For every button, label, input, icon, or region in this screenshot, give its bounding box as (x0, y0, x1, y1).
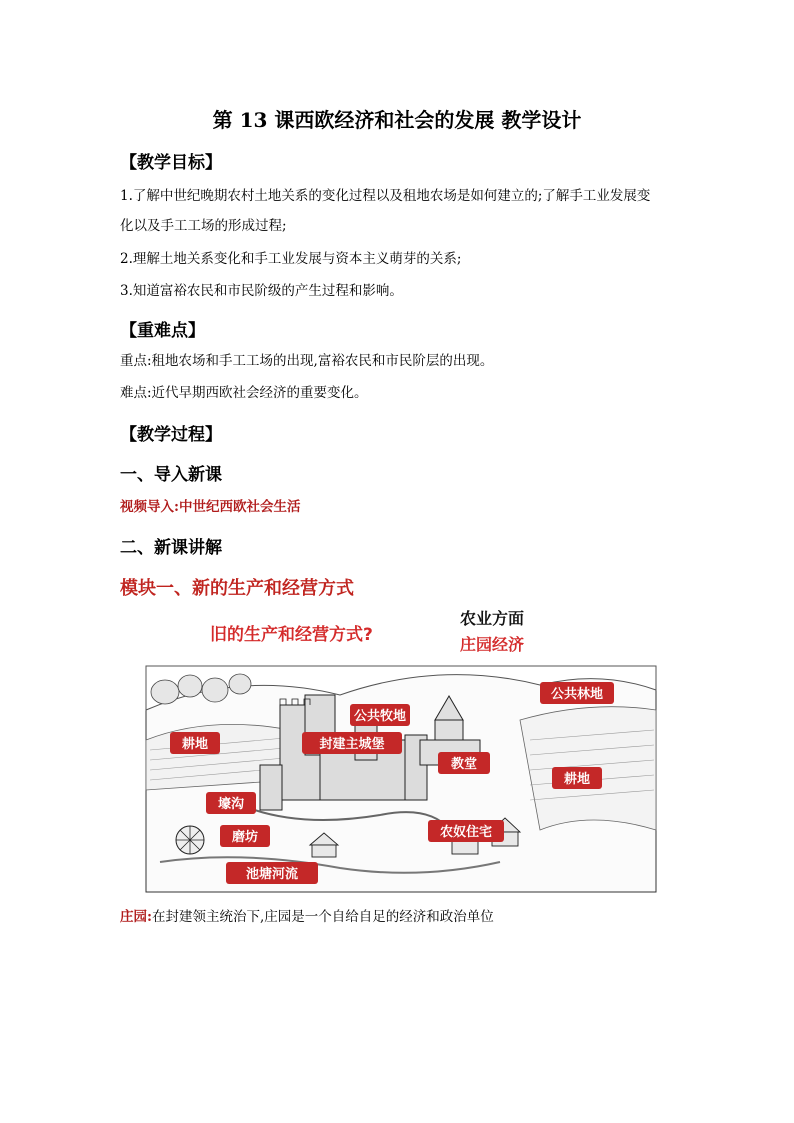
svg-text:壕沟: 壕沟 (217, 797, 245, 812)
label-public-forest (540, 682, 614, 704)
svg-text:教堂: 教堂 (450, 757, 478, 772)
figure-manor-economy: 庄园经济 (460, 635, 525, 654)
objectives-heading: 【教学目标】 (120, 153, 222, 173)
manor-illustration (120, 600, 680, 896)
figure-aspect: 农业方面 (460, 609, 525, 628)
module-one-heading: 模块一、新的生产和经营方式 (120, 578, 354, 599)
svg-text:封建主城堡: 封建主城堡 (319, 737, 385, 752)
label-church (438, 752, 490, 774)
svg-text:池塘河流: 池塘河流 (245, 867, 299, 882)
svg-text:公共牧地: 公共牧地 (353, 709, 407, 724)
process-heading: 【教学过程】 (120, 425, 222, 445)
part-two-heading: 二、新课讲解 (120, 538, 222, 558)
figure-caption (120, 905, 494, 925)
label-castle (302, 732, 402, 754)
label-moat (206, 792, 256, 814)
label-farmland-left (170, 732, 220, 754)
caption-label: 庄园: (120, 909, 152, 925)
label-pond-river (226, 862, 318, 884)
label-mill (220, 825, 270, 847)
svg-text:农奴住宅: 农奴住宅 (439, 825, 493, 840)
objective-2: 2.理解土地关系变化和手工业发展与资本主义萌芽的关系; (120, 251, 462, 267)
part-one-heading: 一、导入新课 (120, 465, 222, 485)
svg-text:公共林地: 公共林地 (550, 687, 604, 702)
difficult-point: 难点:近代早期西欧社会经济的重要变化。 (120, 385, 368, 401)
key-point: 重点:租地农场和手工工场的出现,富裕农民和市民阶层的出现。 (120, 353, 494, 369)
objective-1-line-2: 化以及手工工场的形成过程; (120, 218, 287, 234)
label-public-pasture (350, 704, 410, 726)
objective-1-line-1: 1.了解中世纪晚期农村土地关系的变化过程以及租地农场是如何建立的;了解手工业发展变 (120, 188, 651, 204)
label-farmland-right (552, 767, 602, 789)
svg-text:耕地: 耕地 (181, 737, 209, 752)
caption-text: 在封建领主统治下,庄园是一个自给自足的经济和政治单位 (151, 909, 494, 925)
objective-3: 3.知道富裕农民和市民阶级的产生过程和影响。 (120, 283, 403, 299)
page-title: 第 13 课西欧经济和社会的发展 教学设计 (212, 108, 582, 132)
figure-question: 旧的生产和经营方式? (210, 625, 373, 645)
svg-text:磨坊: 磨坊 (231, 830, 259, 845)
svg-text:耕地: 耕地 (563, 772, 591, 787)
key-points-heading: 【重难点】 (120, 321, 205, 341)
label-serf-houses (428, 820, 504, 842)
intro-video-line: 视频导入:中世纪西欧社会生活 (120, 499, 301, 515)
